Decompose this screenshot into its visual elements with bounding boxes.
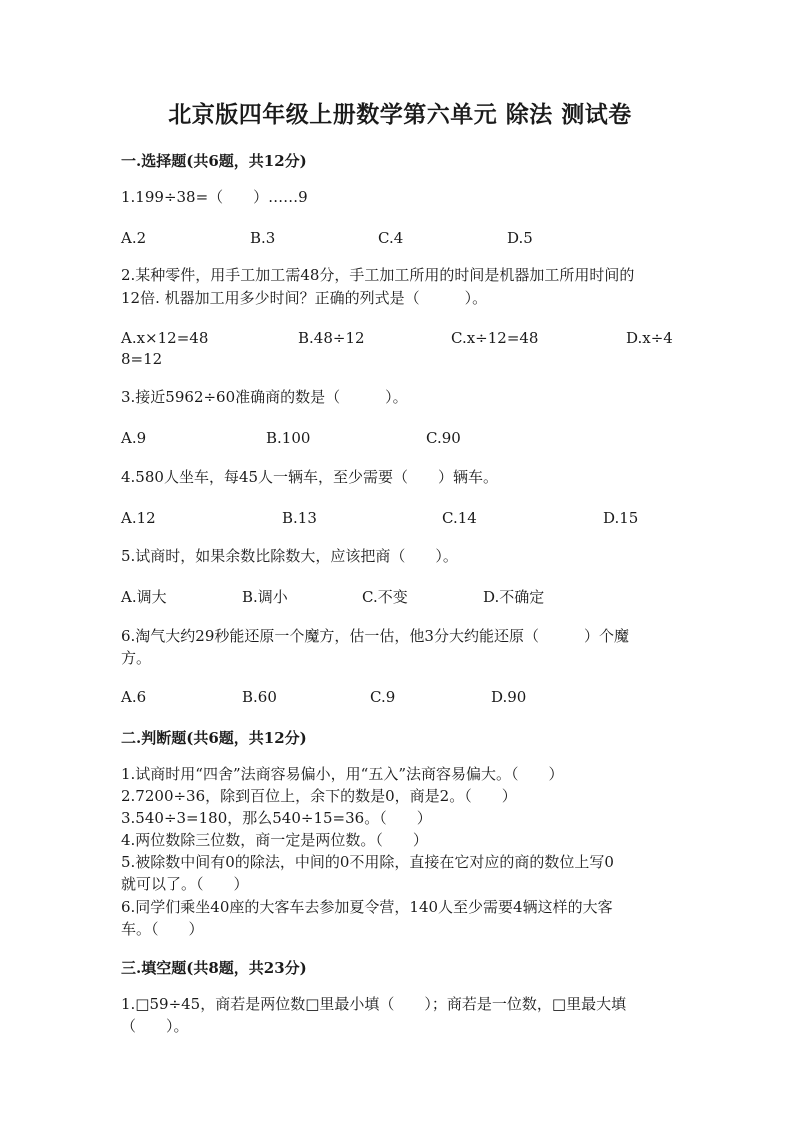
option: A.12 [121,509,156,527]
option: C.90 [426,429,461,447]
option: D.15 [603,509,639,527]
option: A.调大 [121,588,167,606]
statement-line: 3.540÷3=180，那么540÷15=36。（ ） [121,809,432,827]
option: C.9 [370,688,396,706]
option: C.14 [442,509,477,527]
question-line: 4.580人坐车，每45人一辆车，至少需要（ ）辆车。 [121,468,499,486]
option: B.100 [266,429,311,447]
statement-line: 1.试商时用“四舍”法商容易偏小，用“五入”法商容易偏大。（ ） [121,765,564,783]
question-line: 1.□59÷45，商若是两位数□里最小填（ ）；商若是一位数，□里最大填 [121,995,627,1013]
option: C.4 [378,229,404,247]
question-line: 方。 [121,649,152,667]
question-line: 6.淘气大约29秒能还原一个魔方，估一估，他3分大约能还原（ ）个魔 [121,627,629,645]
option: B.13 [282,509,317,527]
option: A.9 [121,429,147,447]
option: D.5 [507,229,533,247]
option: A.6 [121,688,147,706]
page-title: 北京版四年级上册数学第六单元 除法 测试卷 [168,101,632,128]
statement-line: 5.被除数中间有0的除法，中间的0不用除，直接在它对应的商的数位上写0 [121,853,614,871]
statement-line: 就可以了。（ ） [121,875,249,893]
statement-line: 车。（ ） [121,920,204,938]
option: D.x÷4 [626,329,673,347]
option: D.不确定 [483,588,545,606]
question-line: （ ）。 [121,1017,189,1035]
statement-line: 6.同学们乘坐40座的大客车去参加夏令营，140人至少需要4辆这样的大客 [121,898,613,916]
option: B.60 [242,688,277,706]
statement-line: 2.7200÷36，除到百位上，余下的数是0，商是2。（ ） [121,787,517,805]
section-heading-judge: 二.判断题(共6题，共12分) [121,729,307,747]
option: D.90 [491,688,527,706]
statement-line: 4.两位数除三位数，商一定是两位数。（ ） [121,831,428,849]
question-line: 5.试商时，如果余数比除数大，应该把商（ ）。 [121,547,458,565]
option: A.2 [121,229,147,247]
option: C.x÷12=48 [451,329,539,347]
section-heading-fill: 三.填空题(共8题，共23分) [121,959,307,977]
section-heading-choice: 一.选择题(共6题，共12分) [121,152,307,170]
question-line: 12倍. 机器加工用多少时间？正确的列式是（ ）。 [121,289,488,307]
option: B.调小 [242,588,288,606]
question-line: 3.接近5962÷60准确商的数是（ ）。 [121,388,408,406]
option-wrap: 8=12 [121,350,163,368]
option: C.不变 [362,588,408,606]
option: A.x×12=48 [121,329,209,347]
option: B.48÷12 [298,329,365,347]
option: B.3 [250,229,276,247]
question-line: 1.199÷38=（ ）……9 [121,188,308,206]
question-line: 2.某种零件，用手工加工需48分，手工加工所用的时间是机器加工所用时间的 [121,266,635,284]
